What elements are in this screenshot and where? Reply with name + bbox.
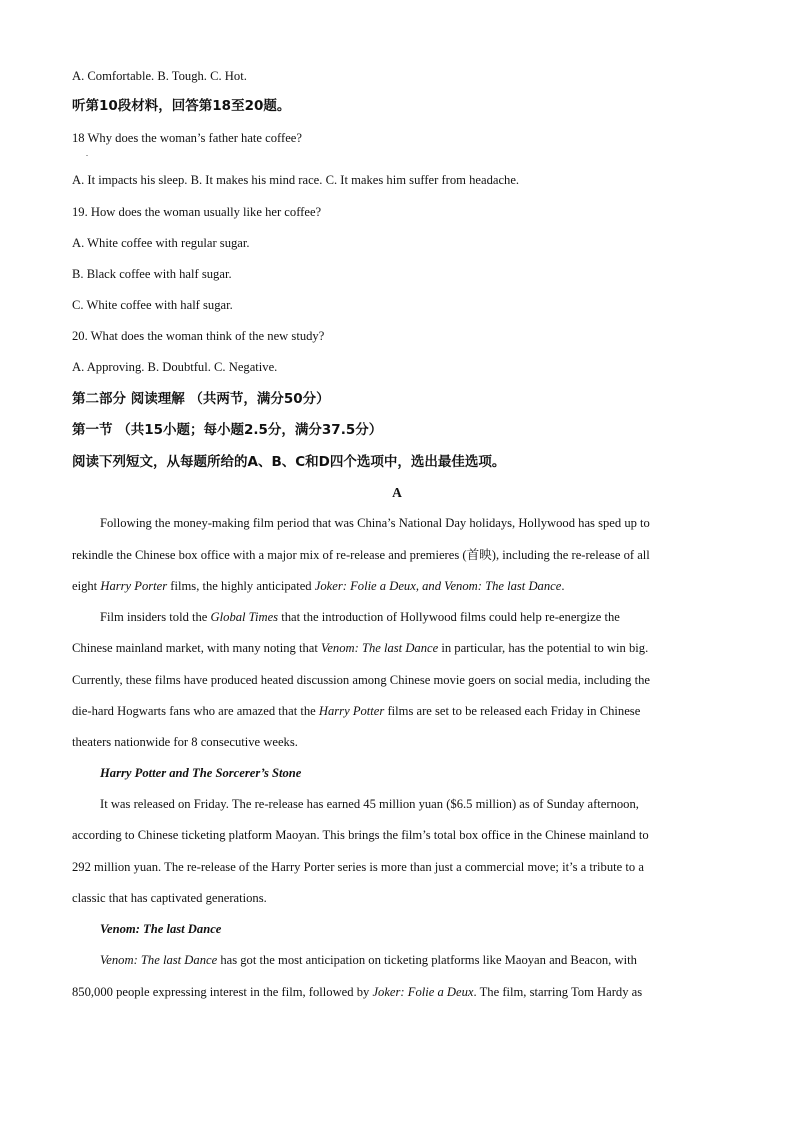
p4-line2: 850,000 people expressing interest in the film, followed by Joker: Folie a Deux. The film, starring Tom Hardy as [72, 985, 643, 999]
reading-instructions: 阅读下列短文，从每题所给的A、B、C和D四个选项中，选出最佳选项。 [72, 454, 506, 470]
p2-line2: Chinese mainland market, with many noting that Venom: The last Dance in particular, has the potential to win big. [72, 641, 649, 655]
p1-line2: rekindle the Chinese box office with a major mix of re-release and premieres (首映), including the re-release of all [72, 548, 650, 562]
p3-line3: 292 million yuan. The re-release of the Harry Porter series is more than just a commercial move; it’s a tribute to a [72, 860, 644, 874]
stray-dot: . [86, 149, 88, 158]
passage-letter: A [392, 485, 402, 500]
part-two-header: 第二部分 阅读理解 （共两节，满分50分） [72, 391, 330, 407]
p3-line2: according to Chinese ticketing platform Maoyan. This brings the film’s total box office in the Chinese mainland to [72, 828, 649, 842]
question-18: 18 Why does the woman’s father hate coffee? [72, 131, 302, 145]
q19-option-a: A. White coffee with regular sugar. [72, 236, 250, 250]
q17-options: A. Comfortable. B. Tough. C. Hot. [72, 69, 247, 83]
section-one-header: 第一节 （共15小题；每小题2.5分，满分37.5分） [72, 422, 383, 438]
q19-option-b: B. Black coffee with half sugar. [72, 267, 232, 281]
p2-line1: Film insiders told the Global Times that the introduction of Hollywood films could help re-energize the [100, 610, 620, 624]
p2-line5: theaters nationwide for 8 consecutive weeks. [72, 735, 298, 749]
subheading-harry-potter: Harry Potter and The Sorcerer’s Stone [100, 766, 302, 780]
question-19: 19. How does the woman usually like her coffee? [72, 205, 322, 219]
q18-options: A. It impacts his sleep. B. It makes his mind race. C. It makes him suffer from headache. [72, 173, 520, 187]
section10-header: 听第10段材料，回答第18至20题。 [72, 98, 291, 114]
subheading-venom: Venom: The last Dance [100, 922, 222, 936]
p2-line3: Currently, these films have produced heated discussion among Chinese movie goers on social media, including the [72, 673, 651, 687]
p4-line1: Venom: The last Dance has got the most anticipation on ticketing platforms like Maoyan and Beacon, with [100, 953, 637, 967]
q19-option-c: C. White coffee with half sugar. [72, 298, 233, 312]
p1-line3: eight Harry Porter films, the highly anticipated Joker: Folie a Deux, and Venom: The last Dance. [72, 579, 565, 593]
p3-line4: classic that has captivated generations. [72, 891, 267, 905]
q20-options: A. Approving. B. Doubtful. C. Negative. [72, 360, 278, 374]
p2-line4: die-hard Hogwarts fans who are amazed that the Harry Potter films are set to be released each Friday in Chinese [72, 704, 641, 718]
p1-line1: Following the money-making film period that was China’s National Day holidays, Hollywood has sped up to [100, 516, 650, 530]
p3-line1: It was released on Friday. The re-release has earned 45 million yuan ($6.5 million) as of Sunday afternoon, [100, 797, 639, 811]
question-20: 20. What does the woman think of the new study? [72, 329, 325, 343]
